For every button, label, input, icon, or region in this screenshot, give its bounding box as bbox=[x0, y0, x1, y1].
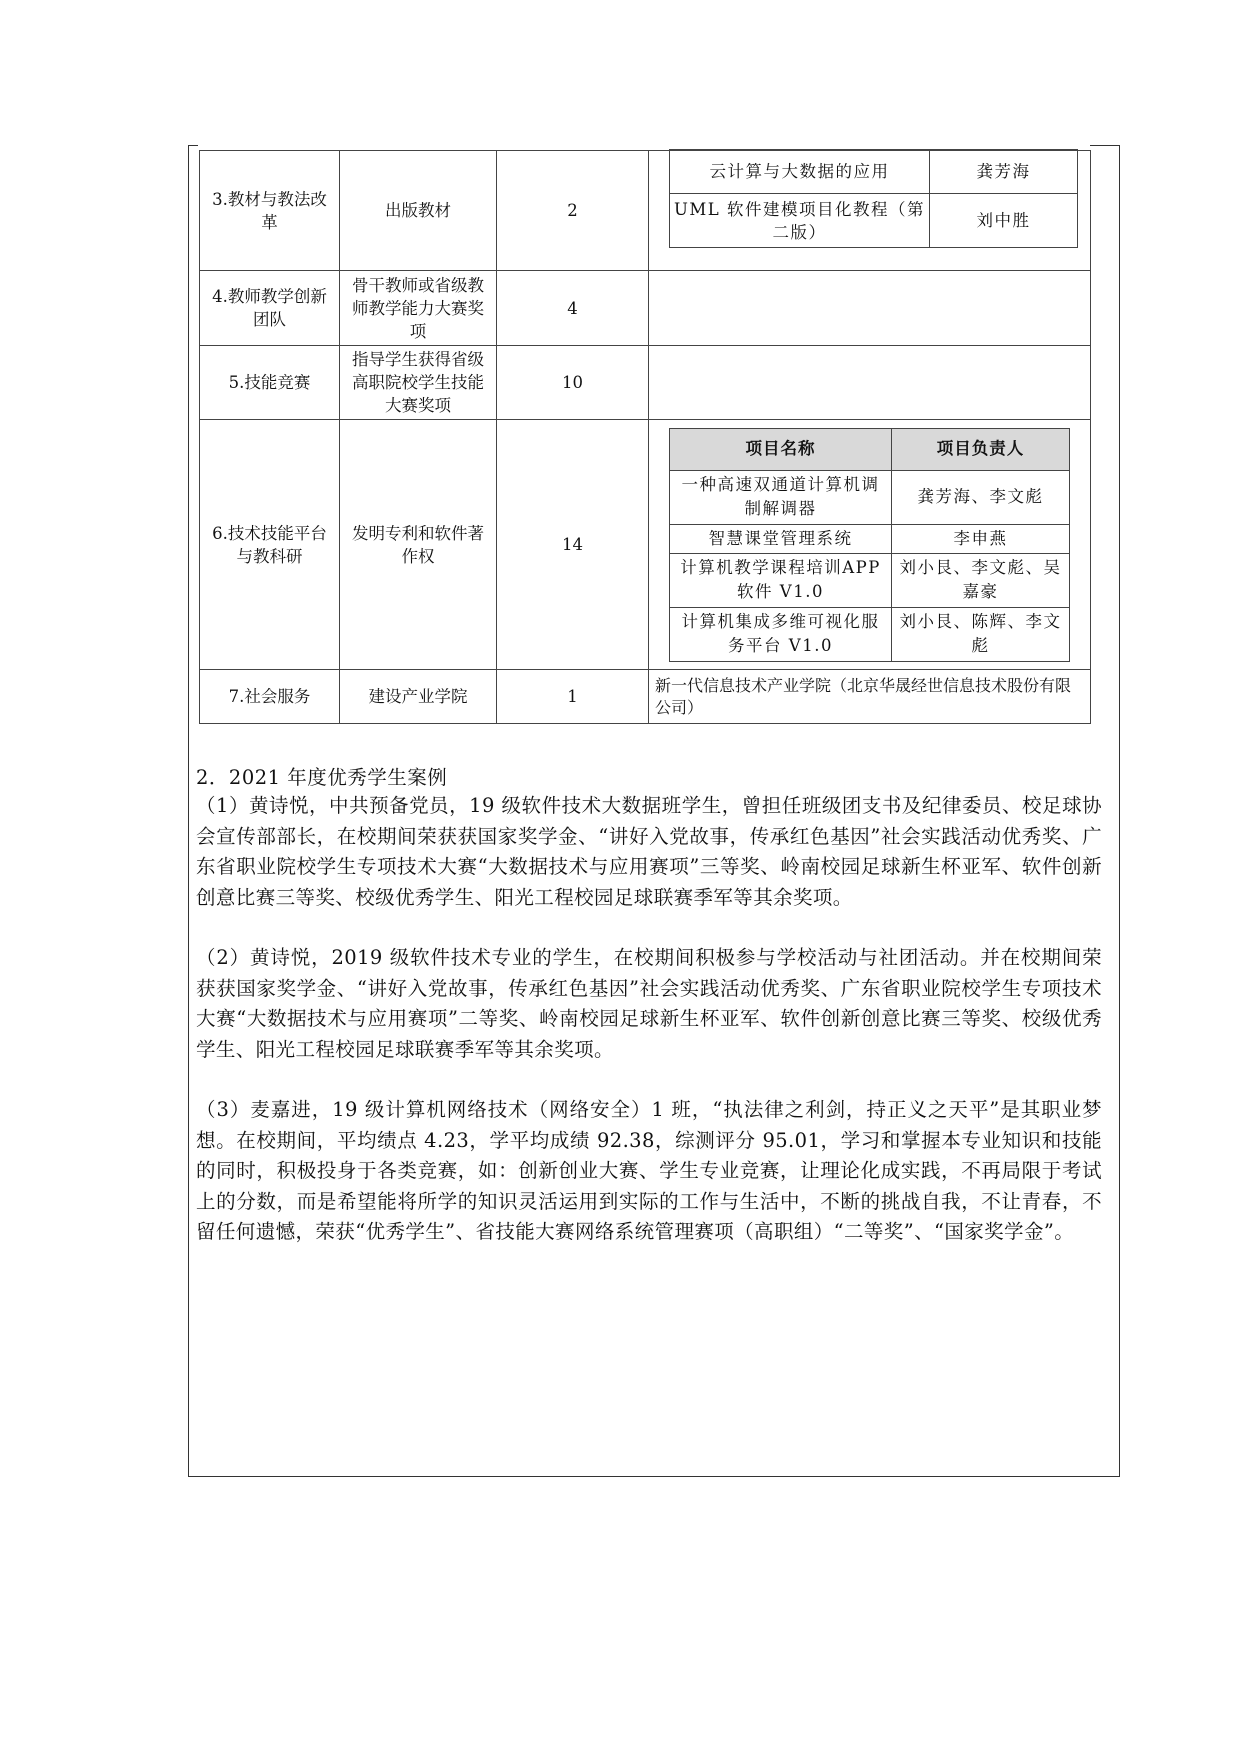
category-cell: 4.教师教学创新团队 bbox=[200, 271, 340, 346]
table-row bbox=[200, 670, 1091, 724]
item-cell: 出版教材 bbox=[340, 151, 497, 271]
table-row bbox=[670, 524, 1070, 553]
frame-top-edge-right bbox=[1090, 145, 1120, 146]
table-row bbox=[670, 470, 1070, 524]
count-cell: 10 bbox=[497, 346, 649, 420]
detail-cell bbox=[649, 420, 1091, 670]
header-project-name: 项目名称 bbox=[670, 428, 892, 470]
category-cell: 7.社会服务 bbox=[200, 670, 340, 724]
table-row bbox=[200, 346, 1091, 420]
header-project-lead: 项目负责人 bbox=[892, 428, 1070, 470]
project-name: 计算机集成多维可视化服务平台 V1.0 bbox=[670, 607, 892, 661]
detail-cell bbox=[649, 346, 1091, 420]
category-cell: 5.技能竞赛 bbox=[200, 346, 340, 420]
project-lead: 刘小艮、李文彪、吴嘉豪 bbox=[892, 553, 1070, 607]
textbook-name: 云计算与大数据的应用 bbox=[670, 150, 930, 194]
table-row bbox=[670, 553, 1070, 607]
table-row bbox=[670, 607, 1070, 661]
item-cell: 发明专利和软件著作权 bbox=[340, 420, 497, 670]
category-cell: 6.技术技能平台与教科研 bbox=[200, 420, 340, 670]
student-case-paragraph: （2）黄诗悦，2019 级软件技术专业的学生，在校期间积极参与学校活动与社团活动。并在校期间荣获获国家奖学金、“讲好入党故事，传承红色基因”社会实践活动优秀奖、广东省职业院校学生专项技术大赛“大数据技术与应用赛项”二等奖、岭南校园足球新生杯亚军、软件创新创意比赛三等奖、校级优秀学生、阳光工程校园足球联赛季军等其余奖项。 bbox=[196, 946, 1102, 1061]
section-heading: 2．2021 年度优秀学生案例 bbox=[196, 766, 448, 789]
project-lead: 龚芳海、李文彪 bbox=[892, 470, 1070, 524]
category-cell: 3.教材与教法改革 bbox=[200, 151, 340, 271]
achievements-table bbox=[199, 150, 1091, 724]
table-row bbox=[200, 420, 1091, 670]
count-cell: 14 bbox=[497, 420, 649, 670]
item-cell: 建设产业学院 bbox=[340, 670, 497, 724]
project-name: 计算机教学课程培训APP 软件 V1.0 bbox=[670, 553, 892, 607]
table-row bbox=[200, 271, 1091, 346]
item-cell: 骨干教师或省级教师教学能力大赛奖项 bbox=[340, 271, 497, 346]
student-case-paragraph: （3）麦嘉进，19 级计算机网络技术（网络安全）1 班，“执法律之利剑，持正义之天平”是其职业梦想。在校期间，平均绩点 4.23，学平均成绩 92.38，综测评分 95.01，学习和掌握本专业知识和技能的同时，积极投身于各类竞赛，如：创新创业大赛、学生专业竞赛，让理论化成实践，不再局限于考试上的分数，而是希望能将所学的知识灵活运用到实际的工作与生活中，不断的挑战自我，不让青春，不留任何遗憾，荣获“优秀学生”、省技能大赛网络系统管理赛项（高职组）“二等奖”、“国家奖学金”。 bbox=[196, 1098, 1102, 1243]
count-cell: 4 bbox=[497, 271, 649, 346]
table-row bbox=[670, 194, 1078, 248]
frame-top-edge-left bbox=[188, 145, 198, 146]
count-cell: 2 bbox=[497, 151, 649, 271]
project-lead: 李申燕 bbox=[892, 524, 1070, 553]
item-cell: 指导学生获得省级高职院校学生技能大赛奖项 bbox=[340, 346, 497, 420]
detail-cell bbox=[649, 151, 1091, 271]
detail-cell bbox=[649, 271, 1091, 346]
detail-cell: 新一代信息技术产业学院（北京华晟经世信息技术股份有限公司） bbox=[649, 670, 1091, 724]
project-name: 智慧课堂管理系统 bbox=[670, 524, 892, 553]
student-case-paragraph: （1）黄诗悦，中共预备党员，19 级软件技术大数据班学生，曾担任班级团支书及纪律委员、校足球协会宣传部部长，在校期间荣获获国家奖学金、“讲好入党故事，传承红色基因”社会实践活动优秀奖、广东省职业院校学生专项技术大赛“大数据技术与应用赛项”三等奖、岭南校园足球新生杯亚军、软件创新创意比赛三等奖、校级优秀学生、阳光工程校园足球联赛季军等其余奖项。 bbox=[196, 794, 1102, 909]
textbook-author: 龚芳海 bbox=[930, 150, 1078, 194]
table-row bbox=[200, 151, 1091, 271]
count-cell: 1 bbox=[497, 670, 649, 724]
project-name: 一种高速双通道计算机调制解调器 bbox=[670, 470, 892, 524]
table-row bbox=[670, 150, 1078, 194]
patent-table bbox=[669, 428, 1070, 662]
textbook-author: 刘中胜 bbox=[930, 194, 1078, 248]
project-lead: 刘小艮、陈辉、李文彪 bbox=[892, 607, 1070, 661]
textbook-name: UML 软件建模项目化教程（第二版） bbox=[670, 194, 930, 248]
table-header-row bbox=[670, 428, 1070, 470]
textbook-table bbox=[669, 149, 1078, 248]
